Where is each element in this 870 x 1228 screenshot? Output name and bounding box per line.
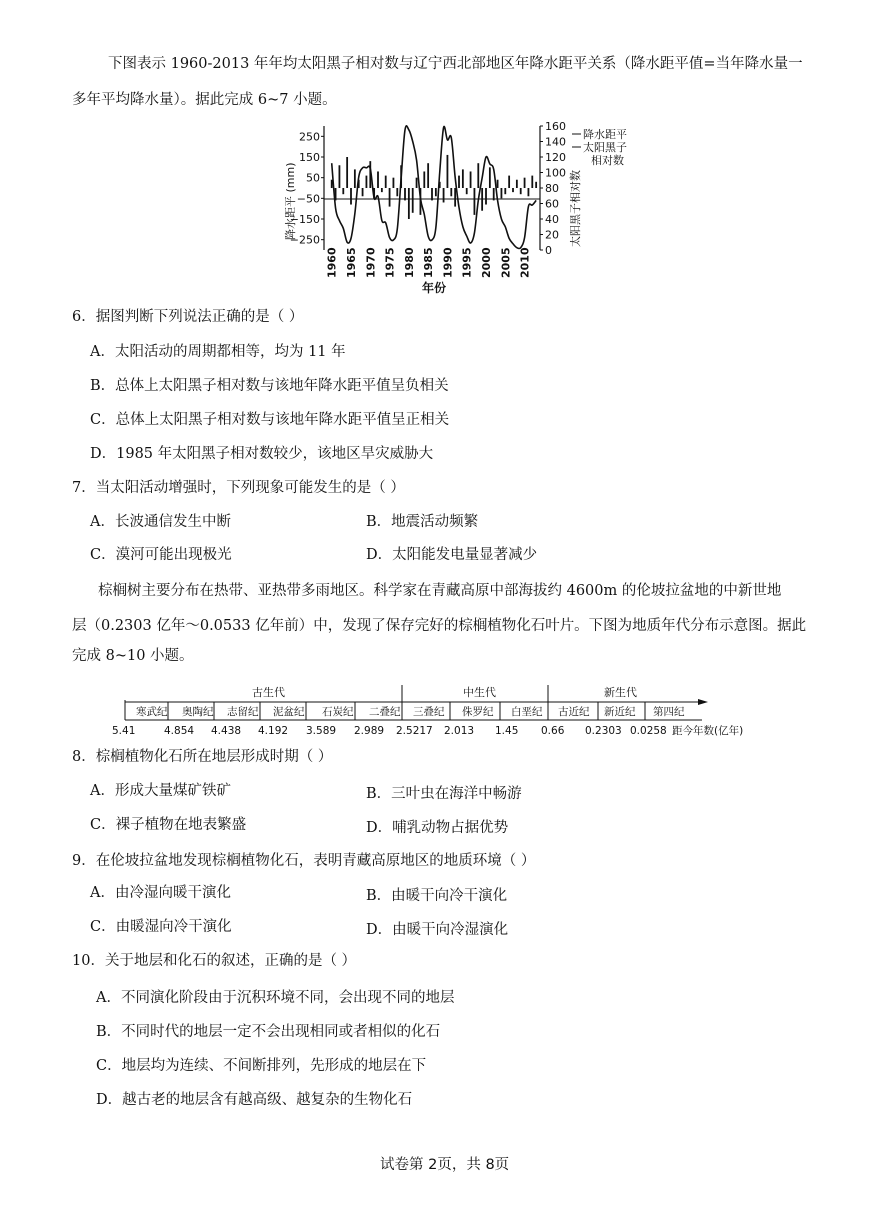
q7-stem: 7．当太阳活动增强时，下列现象可能发生的是（ ）: [72, 480, 405, 496]
q9-option-b[interactable]: B．由暖干向冷干演化: [366, 888, 508, 904]
legend-item-1: 降水距平: [583, 128, 627, 141]
q7-option-c[interactable]: C．漠河可能出现极光: [90, 547, 232, 563]
q8-option-c[interactable]: C．裸子植物在地表繁盛: [90, 817, 247, 833]
right-axis-label: 太阳黑子相对数: [569, 170, 582, 247]
left-tick-label: −150: [289, 213, 320, 226]
x-tick-label: 2005: [499, 247, 513, 278]
era-cenozoic: 新生代: [604, 686, 637, 699]
q10-stem: 10．关于地层和化石的叙述，正确的是（ ）: [72, 953, 357, 969]
precip-bar-2006: [508, 176, 510, 188]
intro-line-2: 多年平均降水量）。据此完成 6~7 小题。: [72, 92, 337, 108]
period-neogene: 新近纪: [604, 706, 636, 718]
precip-bar-1968: [362, 188, 364, 196]
period-paleogene: 古近纪: [558, 706, 590, 718]
precip-bar-1993: [458, 176, 460, 188]
era-paleozoic: 古生代: [252, 686, 285, 699]
page-footer: 试卷第 2页，共 8页: [380, 1157, 510, 1173]
right-tick-label: 0: [545, 244, 552, 257]
precip-bar-2011: [528, 188, 530, 196]
precip-bar-1965: [350, 188, 352, 205]
right-tick-label: 140: [545, 135, 566, 149]
precip-bar-1995: [466, 188, 468, 194]
q6-option-d[interactable]: D．1985 年太阳黑子相对数较少，该地区旱灾威胁大: [90, 446, 434, 462]
period-ordovician: 奥陶纪: [182, 706, 214, 718]
sunspot-precipitation-chart: [280, 120, 660, 295]
tick-4.854: 4.854: [164, 725, 195, 737]
precip-bar-2002: [493, 188, 495, 200]
tick-0.0258: 0.0258: [630, 725, 667, 737]
x-tick-label: 1975: [383, 247, 397, 278]
q8-stem: 8．棕榈植物化石所在地层形成时期（ ）: [72, 749, 333, 765]
period-silurian: 志留纪: [227, 706, 259, 718]
intro2-line-3: 完成 8~10 小题。: [72, 648, 194, 664]
legend-item-2: 太阳黑子: [583, 141, 627, 154]
left-tick-label: 50: [306, 171, 320, 185]
precip-bar-1972: [377, 171, 379, 188]
tick-0.2303: 0.2303: [585, 725, 622, 737]
geologic-timeline: [110, 682, 770, 738]
tick-3.589: 3.589: [306, 725, 337, 737]
right-tick-label: 100: [545, 166, 566, 180]
x-tick-label: 1990: [441, 247, 455, 278]
x-tick-label: 1965: [345, 247, 358, 278]
q10-option-d[interactable]: D．越古老的地层含有越高级、越复杂的生物化石: [96, 1092, 413, 1108]
precip-bar-1994: [462, 169, 464, 188]
right-tick-label: 120: [545, 151, 566, 164]
precip-bar-1997: [474, 188, 476, 215]
precip-bar-2009: [520, 188, 522, 194]
intro2-line-1: 棕榈树主要分布在热带、亚热带多雨地区。科学家在青藏高原中部海拔约 4600m 的伦坡拉盆地的中新世地: [98, 583, 782, 599]
left-tick-label: 150: [299, 151, 320, 164]
right-tick-label: 160: [545, 120, 566, 133]
intro-line-1: 下图表示 1960-2013 年年均太阳黑子相对数与辽宁西北部地区年降水距平关系（降水距平值=当年降水量一: [108, 56, 803, 72]
precip-bar-1974: [385, 176, 387, 188]
precip-bar-1992: [454, 188, 456, 207]
period-carboniferous: 石炭纪: [322, 706, 354, 718]
left-axis-label: 降水距平 (mm): [284, 162, 297, 240]
period-devonian: 泥盆纪: [273, 706, 305, 718]
x-tick-label: 1980: [402, 247, 416, 278]
precip-bar-1986: [431, 188, 433, 200]
precip-bar-1962: [339, 165, 341, 188]
period-cambrian: 寒武纪: [136, 706, 168, 718]
timeline-axis-label: 距今年数(亿年): [672, 725, 744, 737]
precip-bar-2010: [524, 178, 526, 188]
precip-bar-1975: [389, 188, 391, 207]
precip-bar-1996: [470, 171, 472, 188]
precip-bar-1977: [396, 188, 398, 196]
precip-bar-2013: [535, 182, 537, 188]
tick-2.013: 2.013: [444, 725, 475, 737]
precip-bar-2005: [504, 188, 506, 194]
x-tick-label: 1985: [422, 247, 436, 278]
precip-bar-1987: [435, 188, 437, 196]
precip-bar-1982: [416, 178, 418, 188]
precip-bar-1998: [477, 163, 479, 188]
tick-2.5217: 2.5217: [396, 725, 433, 737]
period-jurassic: 侏罗纪: [462, 706, 494, 718]
tick-1.45: 1.45: [495, 725, 519, 737]
intro2-line-2: 层（0.2303 亿年～0.0533 亿年前）中，发现了保存完好的棕榈植物化石叶片。下图为地质年代分布示意图。据此: [72, 618, 807, 634]
left-tick-label: −250: [289, 233, 320, 247]
q6-stem: 6．据图判断下列说法正确的是（ ）: [72, 309, 304, 325]
q9-option-c[interactable]: C．由暖湿向冷干演化: [90, 919, 232, 935]
precip-bar-1999: [481, 188, 483, 211]
x-axis-label: 年份: [422, 281, 447, 295]
precip-bar-1973: [381, 188, 383, 192]
precip-bar-2001: [489, 167, 491, 188]
precip-bar-2004: [501, 188, 503, 198]
precip-bar-1979: [404, 188, 406, 200]
right-tick-label: 20: [545, 228, 559, 242]
x-tick-label: 1970: [364, 247, 378, 278]
precip-bar-1964: [346, 157, 348, 188]
x-tick-label: 1995: [460, 247, 474, 278]
period-quaternary: 第四纪: [653, 706, 685, 718]
q6-option-b[interactable]: B．总体上太阳黑子相对数与该地年降水距平值呈负相关: [90, 378, 449, 394]
tick-2.989: 2.989: [354, 725, 385, 737]
precip-bar-1984: [423, 171, 425, 188]
q7-option-b[interactable]: B．地震活动频繁: [366, 514, 479, 530]
tick-4.192: 4.192: [258, 725, 289, 737]
precip-bar-2008: [516, 180, 518, 188]
precip-bar-1963: [342, 188, 344, 194]
precip-bar-2007: [512, 188, 514, 192]
precip-bar-1976: [393, 178, 395, 188]
period-cretaceous: 白垩纪: [511, 706, 543, 718]
period-permian: 二叠纪: [369, 706, 401, 718]
q10-option-b[interactable]: B．不同时代的地层一定不会出现相同或者相似的化石: [96, 1024, 441, 1040]
precip-bar-2012: [531, 176, 533, 188]
q9-option-a[interactable]: A．由冷湿向暖干演化: [90, 885, 231, 901]
q9-option-d[interactable]: D．由暖干向冷湿演化: [366, 922, 509, 938]
x-tick-label: 2010: [518, 247, 532, 278]
precip-bar-2000: [485, 188, 487, 205]
q8-option-a[interactable]: A．形成大量煤矿铁矿: [90, 783, 231, 799]
left-tick-label: 250: [299, 130, 320, 144]
precip-bar-1980: [408, 188, 410, 219]
precip-bar-1981: [412, 188, 414, 213]
precip-bar-1989: [443, 188, 445, 202]
sunspot-series-line: [332, 126, 536, 249]
precip-bar-1966: [354, 169, 356, 188]
tick-0.66: 0.66: [541, 725, 565, 737]
q7-option-a[interactable]: A．长波通信发生中断: [90, 514, 231, 530]
right-tick-label: 40: [545, 213, 559, 226]
x-tick-label: 2000: [480, 247, 493, 278]
q10-option-a[interactable]: A．不同演化阶段由于沉积环境不同，会出现不同的地层: [96, 990, 455, 1006]
x-tick-label: 1960: [325, 247, 339, 278]
q6-option-c[interactable]: C．总体上太阳黑子相对数与该地年降水距平值呈正相关: [90, 412, 450, 428]
precip-bar-1969: [366, 176, 368, 188]
tick-5.41: 5.41: [112, 725, 136, 737]
precip-bar-1985: [427, 163, 429, 188]
precip-bar-2003: [497, 180, 499, 188]
q8-option-d[interactable]: D．哺乳动物占据优势: [366, 820, 509, 836]
right-tick-label: 80: [545, 182, 559, 195]
q10-option-c[interactable]: C．地层均为连续、不间断排列，先形成的地层在下: [96, 1058, 427, 1074]
q7-option-d[interactable]: D．太阳能发电量显著减少: [366, 547, 538, 563]
precip-bar-1991: [450, 188, 452, 196]
tick-4.438: 4.438: [211, 725, 242, 737]
q9-stem: 9．在伦坡拉盆地发现棕榈植物化石，表明青藏高原地区的地质环境（ ）: [72, 853, 536, 869]
q8-option-b[interactable]: B．三叶虫在海洋中畅游: [366, 786, 522, 802]
era-mesozoic: 中生代: [463, 686, 496, 699]
legend-item-3: 相对数: [591, 154, 624, 167]
period-triassic: 三叠纪: [413, 706, 445, 718]
left-tick-label: −50: [296, 192, 320, 206]
q6-option-a[interactable]: A．太阳活动的周期都相等，均为 11 年: [90, 344, 346, 360]
precip-bar-1990: [447, 155, 449, 188]
right-tick-label: 60: [545, 197, 559, 211]
